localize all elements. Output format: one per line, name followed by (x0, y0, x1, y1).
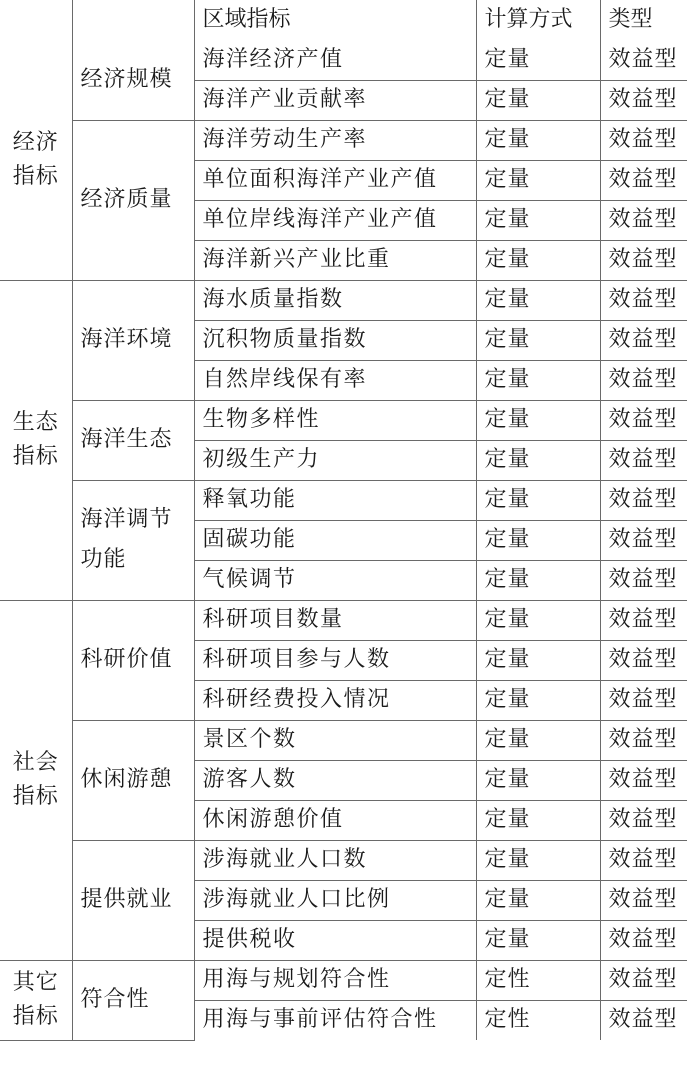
type-cell: 效益型 (600, 80, 687, 120)
indicator-cell: 初级生产力 (194, 440, 476, 480)
indicator-cell: 海洋产业贡献率 (194, 80, 476, 120)
type-cell: 效益型 (600, 760, 687, 800)
indicator-cell: 用海与规划符合性 (194, 960, 476, 1000)
subcategory-label-line: 科研价值 (80, 647, 173, 672)
category-label-line: 社会 (12, 750, 59, 775)
calc-method-cell: 定量 (476, 40, 600, 80)
calc-method-cell: 定量 (476, 240, 600, 280)
indicator-cell: 涉海就业人口数 (194, 840, 476, 880)
table-row (0, 40, 687, 80)
subcategory-label-line: 休闲游憩 (80, 767, 173, 792)
calc-method-cell: 定性 (476, 1000, 600, 1040)
table-row (0, 600, 687, 640)
subcategory-label-line: 符合性 (80, 987, 150, 1012)
calc-method-cell: 定量 (476, 800, 600, 840)
calc-method-cell: 定量 (476, 400, 600, 440)
type-cell: 效益型 (600, 480, 687, 520)
type-cell: 效益型 (600, 640, 687, 680)
subcategory-cell (72, 840, 194, 960)
category-cell (0, 40, 72, 280)
type-cell: 效益型 (600, 320, 687, 360)
table-body (0, 40, 687, 1040)
type-cell: 效益型 (600, 560, 687, 600)
category-label-line: 生态 (12, 410, 59, 435)
subcategory-label-line: 海洋生态 (80, 427, 173, 452)
category-label-line: 指标 (12, 444, 59, 469)
subcategory-cell (72, 720, 194, 840)
indicator-cell: 用海与事前评估符合性 (194, 1000, 476, 1040)
table-row (0, 400, 687, 440)
type-cell: 效益型 (600, 440, 687, 480)
type-cell: 效益型 (600, 840, 687, 880)
header-type: 类型 (600, 0, 687, 40)
indicator-cell: 生物多样性 (194, 400, 476, 440)
calc-method-cell: 定量 (476, 440, 600, 480)
indicator-cell: 景区个数 (194, 720, 476, 760)
type-cell: 效益型 (600, 280, 687, 320)
indicator-cell: 沉积物质量指数 (194, 320, 476, 360)
table-row (0, 840, 687, 880)
subcategory-label-line: 海洋环境 (80, 327, 173, 352)
subcategory-cell (72, 480, 194, 600)
category-label-line: 指标 (12, 163, 59, 189)
type-cell: 效益型 (600, 720, 687, 760)
calc-method-cell: 定量 (476, 160, 600, 200)
table-row (0, 480, 687, 520)
calc-method-cell: 定量 (476, 280, 600, 320)
type-cell: 效益型 (600, 160, 687, 200)
indicator-cell: 气候调节 (194, 560, 476, 600)
calc-method-cell: 定量 (476, 600, 600, 640)
type-cell: 效益型 (600, 600, 687, 640)
indicator-cell: 提供税收 (194, 920, 476, 960)
header-row (0, 0, 687, 40)
indicator-cell: 自然岸线保有率 (194, 360, 476, 400)
indicator-cell: 固碳功能 (194, 520, 476, 560)
subcategory-cell (72, 400, 194, 480)
calc-method-cell: 定量 (476, 880, 600, 920)
indicator-cell: 海洋劳动生产率 (194, 120, 476, 160)
table-row (0, 120, 687, 160)
calc-method-cell: 定量 (476, 80, 600, 120)
indicator-cell: 释氧功能 (194, 480, 476, 520)
calc-method-cell: 定量 (476, 920, 600, 960)
table-row (0, 280, 687, 320)
table-row (0, 720, 687, 760)
type-cell: 效益型 (600, 920, 687, 960)
calc-method-cell: 定量 (476, 520, 600, 560)
subcategory-cell (72, 600, 194, 720)
header-indicator: 区域指标 (194, 0, 476, 40)
category-cell (0, 280, 72, 600)
indicator-cell: 科研项目数量 (194, 600, 476, 640)
calc-method-cell: 定量 (476, 480, 600, 520)
indicator-cell: 游客人数 (194, 760, 476, 800)
calc-method-cell: 定量 (476, 120, 600, 160)
calc-method-cell: 定量 (476, 320, 600, 360)
type-cell: 效益型 (600, 800, 687, 840)
header-calc-method: 计算方式 (476, 0, 600, 40)
subcategory-cell (72, 960, 194, 1040)
type-cell: 效益型 (600, 120, 687, 160)
type-cell: 效益型 (600, 360, 687, 400)
calc-method-cell: 定量 (476, 360, 600, 400)
type-cell: 效益型 (600, 1000, 687, 1040)
indicator-cell: 单位岸线海洋产业产值 (194, 200, 476, 240)
calc-method-cell: 定量 (476, 200, 600, 240)
table-row (0, 960, 687, 1000)
category-label-line: 指标 (12, 1004, 59, 1029)
subcategory-cell (72, 40, 194, 120)
indicator-cell: 科研经费投入情况 (194, 680, 476, 720)
indicator-cell: 科研项目参与人数 (194, 640, 476, 680)
calc-method-cell: 定量 (476, 560, 600, 600)
category-cell (0, 600, 72, 960)
indicator-cell: 海洋经济产值 (194, 40, 476, 80)
calc-method-cell: 定量 (476, 760, 600, 800)
header-subcategory-cell (72, 0, 194, 40)
type-cell: 效益型 (600, 880, 687, 920)
type-cell: 效益型 (600, 960, 687, 1000)
calc-method-cell: 定性 (476, 960, 600, 1000)
category-label-line: 经济 (12, 129, 59, 155)
type-cell: 效益型 (600, 680, 687, 720)
calc-method-cell: 定量 (476, 640, 600, 680)
category-label-line: 指标 (12, 784, 59, 809)
calc-method-cell: 定量 (476, 680, 600, 720)
category-cell (0, 960, 72, 1040)
type-cell: 效益型 (600, 200, 687, 240)
subcategory-cell (72, 280, 194, 400)
type-cell: 效益型 (600, 240, 687, 280)
type-cell: 效益型 (600, 40, 687, 80)
indicator-cell: 海水质量指数 (194, 280, 476, 320)
type-cell: 效益型 (600, 400, 687, 440)
subcategory-label-line: 提供就业 (80, 887, 173, 912)
indicator-cell: 涉海就业人口比例 (194, 880, 476, 920)
calc-method-cell: 定量 (476, 720, 600, 760)
subcategory-label-line: 经济规模 (80, 66, 173, 92)
type-cell: 效益型 (600, 520, 687, 560)
category-label-line: 其它 (12, 970, 59, 995)
indicator-cell: 单位面积海洋产业产值 (194, 160, 476, 200)
subcategory-label-line: 经济质量 (80, 187, 173, 212)
indicator-cell: 休闲游憩价值 (194, 800, 476, 840)
subcategory-label-line: 海洋调节 (80, 507, 173, 532)
header-category-cell (0, 0, 72, 40)
indicator-cell: 海洋新兴产业比重 (194, 240, 476, 280)
subcategory-cell (72, 120, 194, 280)
calc-method-cell: 定量 (476, 840, 600, 880)
subcategory-label-line: 功能 (80, 547, 127, 572)
